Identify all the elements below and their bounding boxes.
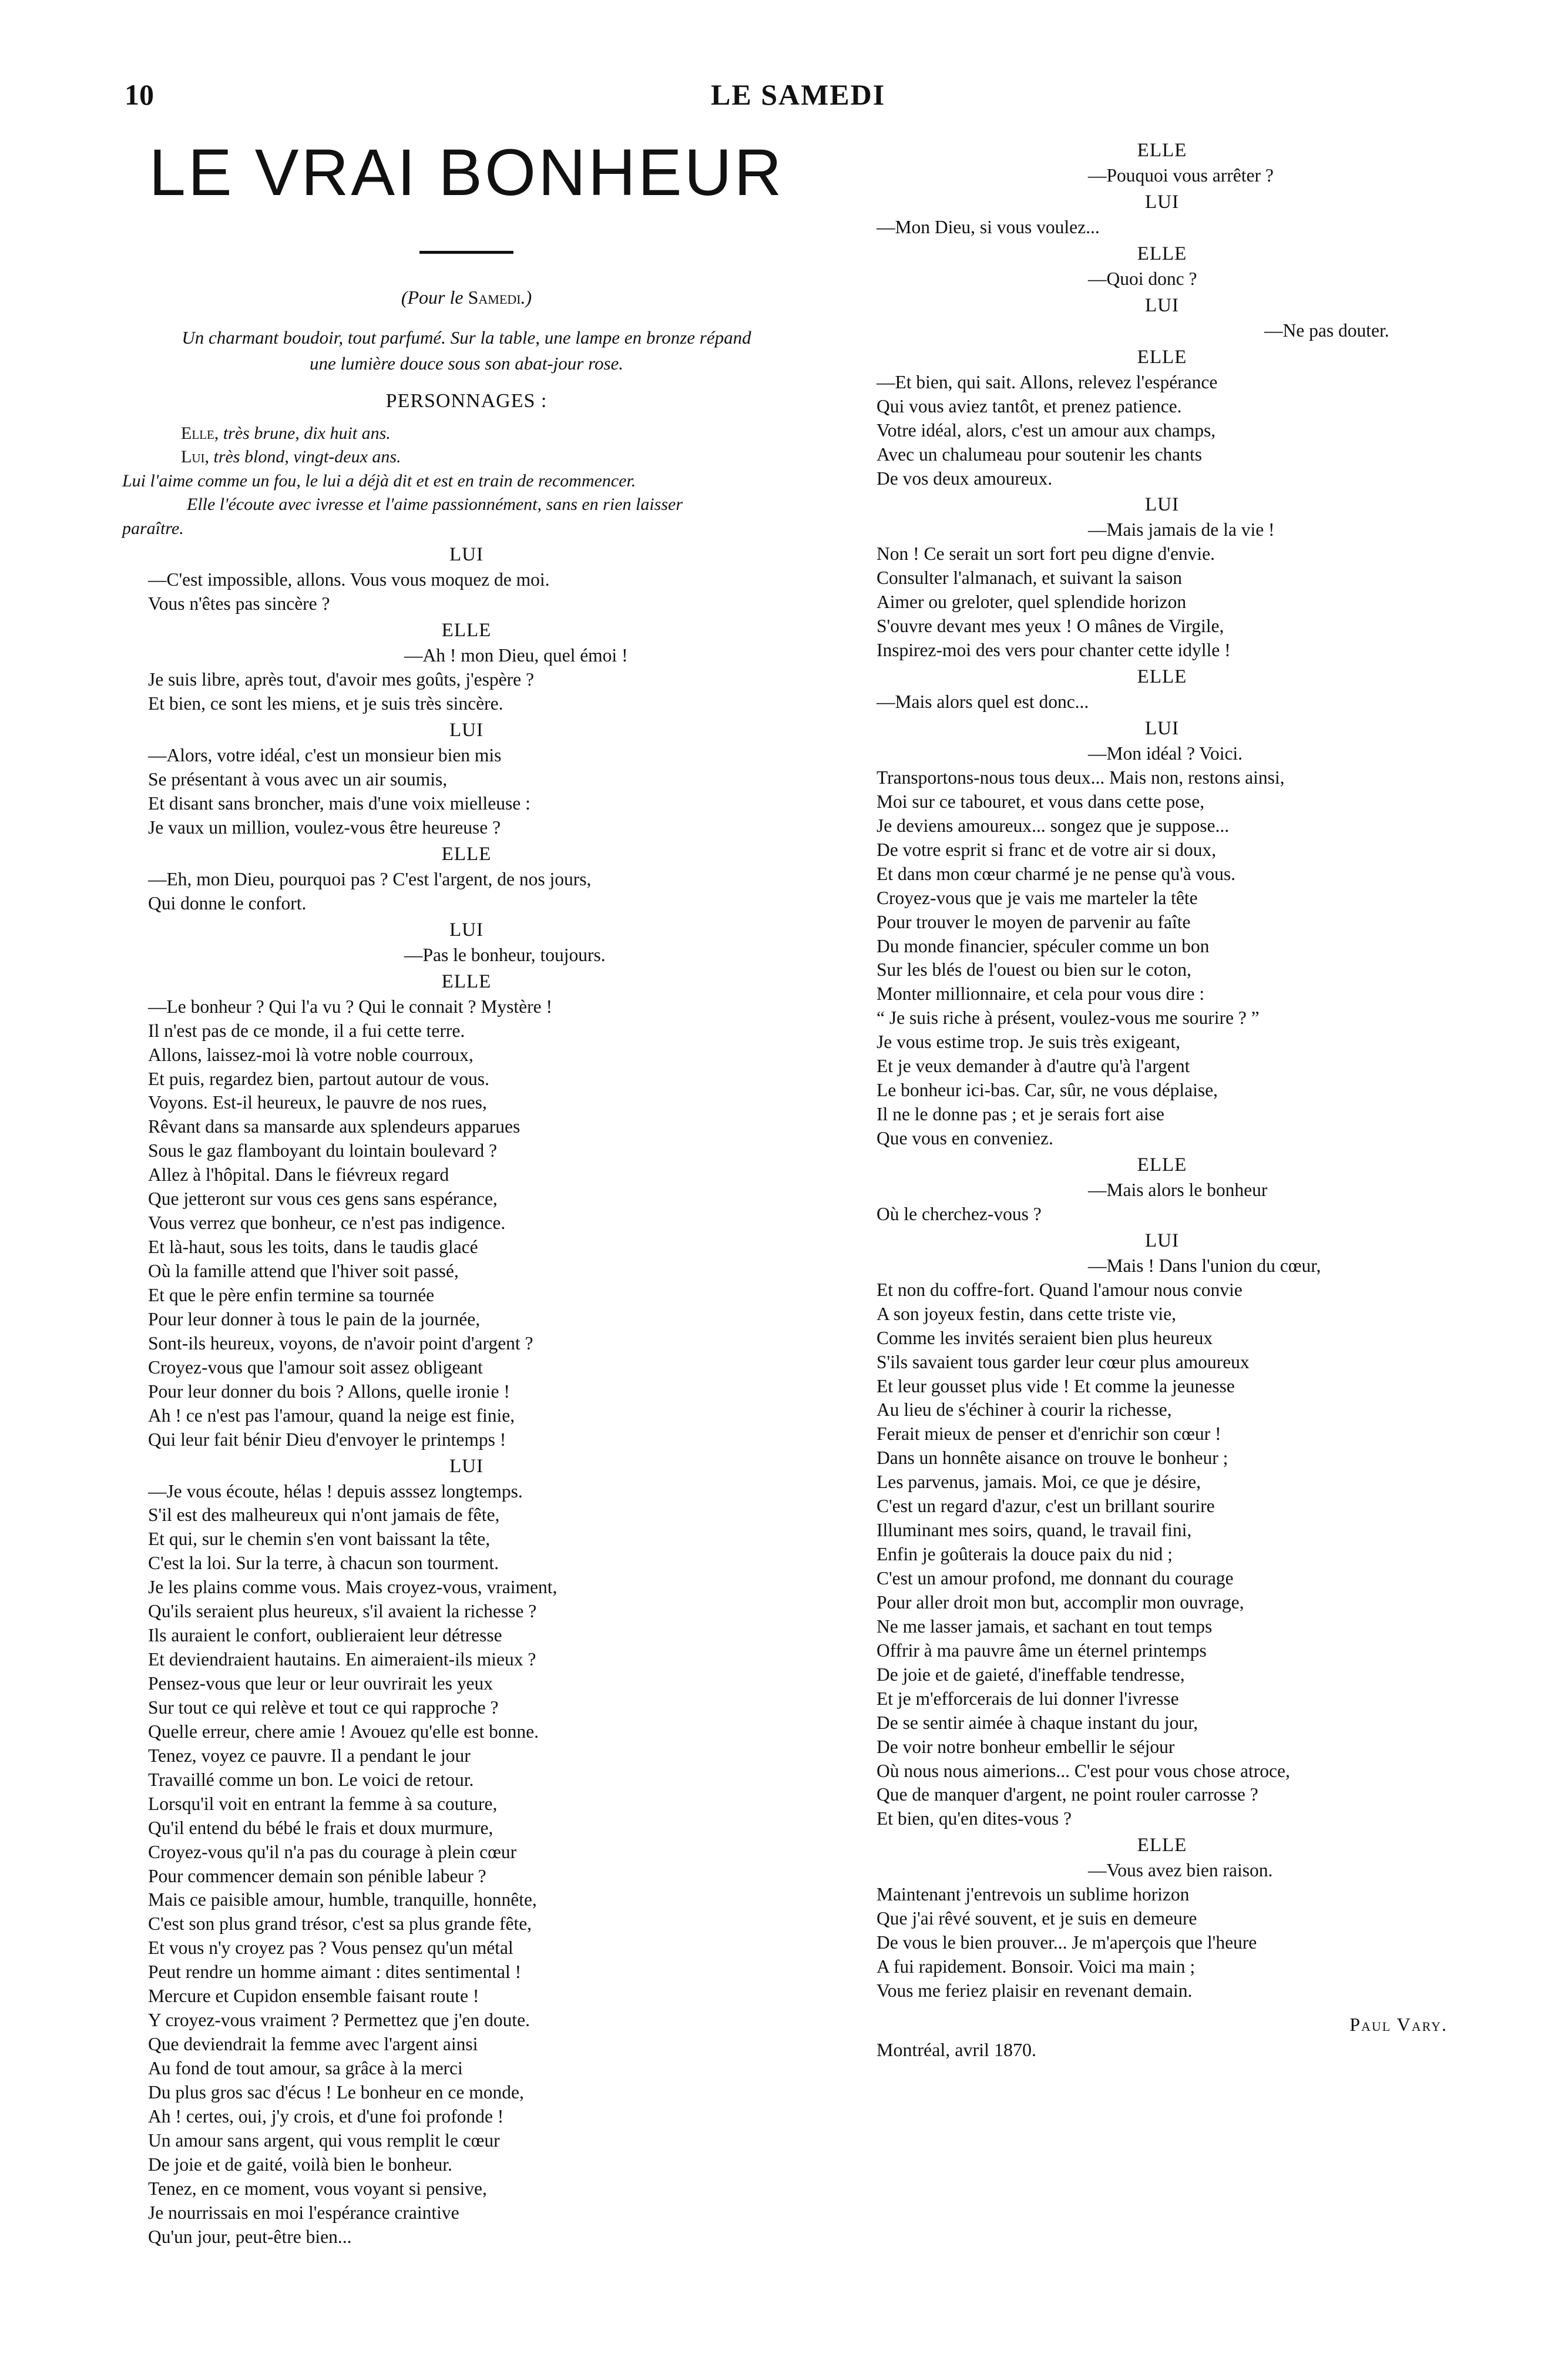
cast-heading: PERSONNAGES : xyxy=(385,389,548,412)
cast-list xyxy=(122,422,811,541)
verse-line: Je deviens amoureux... songez que je suppose... xyxy=(877,815,1230,836)
speaker-lui: LUI xyxy=(449,720,484,741)
verse-line: Le bonheur ici-bas. Car, sûr, ne vous déplaise, xyxy=(877,1080,1218,1101)
verse-block xyxy=(122,1480,811,2249)
verse-line: Pour aller droit mon but, accomplir mon ouvrage, xyxy=(877,1591,1244,1613)
right-column xyxy=(877,136,1448,2061)
verse-line: De vos deux amoureux. xyxy=(877,468,1053,489)
verse-line: Rêvant dans sa mansarde aux splendeurs apparues xyxy=(148,1116,521,1137)
speaker-elle: ELLE xyxy=(1137,1835,1187,1856)
verse-line: Que j'ai rêvé souvent, et je suis en demeure xyxy=(877,1908,1197,1929)
verse-line: Et vous n'y croyez pas ? Vous pensez qu'un métal xyxy=(148,1937,513,1959)
verse-line: Vous n'êtes pas sincère ? xyxy=(148,593,330,614)
verse-line: Et disant sans broncher, mais d'une voix mielleuse : xyxy=(148,793,530,814)
verse-line: Je suis libre, après tout, d'avoir mes goûts, j'espère ? xyxy=(148,669,534,690)
verse-line: —Eh, mon Dieu, pourquoi pas ? C'est l'argent, de nos jours, xyxy=(148,868,592,889)
stage-setting: Un charmant boudoir, tout parfumé. Sur la table, une lampe en bronze répand une lumière douce sous son abat-jour rose. xyxy=(182,327,751,374)
verse-line: Pour leur donner à tous le pain de la journée, xyxy=(148,1308,481,1329)
verse-line: A son joyeux festin, dans cette triste vie, xyxy=(877,1303,1177,1324)
verse-line: Au fond de tout amour, sa grâce à la merci xyxy=(148,2058,463,2079)
verse-line: Et je veux demander à d'autre qu'à l'argent xyxy=(877,1056,1190,1077)
verse-line: —Mon Dieu, si vous voulez... xyxy=(877,216,1100,237)
title-rule xyxy=(419,251,513,254)
verse-line: Transportons-nous tous deux... Mais non, restons ainsi, xyxy=(877,767,1285,788)
verse-line: Croyez-vous que je vais me marteler la tête xyxy=(877,887,1198,908)
verse-line: Avec un chalumeau pour soutenir les chants xyxy=(877,444,1202,465)
verse-line: Quelle erreur, chere amie ! Avouez qu'elle est bonne. xyxy=(148,1721,539,1742)
verse-line: Et je m'efforcerais de lui donner l'ivresse xyxy=(877,1688,1179,1709)
verse-line: Lorsqu'il voit en entrant la femme à sa couture, xyxy=(148,1793,498,1814)
journal-title: LE SAMEDI xyxy=(711,78,886,111)
verse-line: Peut rendre un homme aimant : dites sentimental ! xyxy=(148,1962,522,1983)
verse-line: Pensez-vous que leur or leur ouvrirait les yeux xyxy=(148,1673,493,1694)
verse-line: Et dans mon cœur charmé je ne pense qu'à vous. xyxy=(877,863,1235,884)
cast-note: Lui l'aime comme un fou, le lui a déjà dit et est en train de recommencer. xyxy=(122,471,636,491)
verse-line: —Quoi donc ? xyxy=(1088,268,1197,289)
verse-line: Où le cherchez-vous ? xyxy=(877,1203,1042,1224)
verse-line: —Le bonheur ? Qui l'a vu ? Qui le connait ? Mystère ! xyxy=(148,996,552,1017)
verse-line: Vous me feriez plaisir en revenant demain. xyxy=(877,1980,1193,2001)
verse-line: De vous le bien prouver... Je m'aperçois que l'heure xyxy=(877,1932,1257,1953)
verse-line: C'est un regard d'azur, c'est un brillant sourire xyxy=(877,1496,1215,1517)
verse-block xyxy=(122,995,811,1452)
verse-line: Que jetteront sur vous ces gens sans espérance, xyxy=(148,1188,498,1210)
speaker-elle: ELLE xyxy=(1137,140,1187,161)
verse-line: —Mais alors le bonheur xyxy=(1088,1179,1268,1200)
dateline: Montréal, avril 1870. xyxy=(877,2038,1036,2060)
verse-line: Et puis, regardez bien, partout autour de vous. xyxy=(148,1068,489,1089)
speaker-lui: LUI xyxy=(1145,1230,1179,1251)
verse-line: Et leur gousset plus vide ! Et comme la jeunesse xyxy=(877,1375,1235,1396)
verse-line: Consulter l'almanach, et suivant la saison xyxy=(877,567,1183,589)
verse-line: Qui vous aviez tantôt, et prenez patience. xyxy=(877,395,1182,417)
verse-line: De joie et de gaieté, d'ineffable tendresse, xyxy=(877,1664,1185,1685)
verse-line: —Ne pas douter. xyxy=(1264,320,1389,341)
subtitle: (Pour le Samedi.) xyxy=(401,287,532,308)
verse-line: C'est son plus grand trésor, c'est sa plus grande fête, xyxy=(148,1913,532,1935)
verse-line: Qu'un jour, peut-être bien... xyxy=(148,2226,352,2247)
verse-line: Pour trouver le moyen de parvenir au faîte xyxy=(877,911,1191,932)
verse-line: C'est la loi. Sur la terre, à chacun son tourment. xyxy=(148,1553,499,1574)
verse-line: Et non du coffre-fort. Quand l'amour nous convie xyxy=(877,1279,1243,1300)
speaker-lui: LUI xyxy=(1145,191,1179,213)
cast-note: Elle l'écoute avec ivresse et l'aime passionnément, sans en rien laisser xyxy=(187,495,683,515)
verse-line: Où la famille attend que l'hiver soit passé, xyxy=(148,1261,459,1282)
verse-line: Non ! Ce serait un sort fort peu digne d'envie. xyxy=(877,543,1216,565)
verse-line: Voyons. Est-il heureux, le pauvre de nos rues, xyxy=(148,1092,487,1113)
verse-line: De voir notre bonheur embellir le séjour xyxy=(877,1736,1175,1757)
speaker-elle: ELLE xyxy=(441,620,492,642)
verse-line: Du plus gros sac d'écus ! Le bonheur en ce monde, xyxy=(148,2081,524,2103)
verse-line: S'ils savaient tous garder leur cœur plus amoureux xyxy=(877,1351,1250,1372)
poem-title: LE VRAI BONHEUR xyxy=(149,136,784,209)
verse-line: De votre esprit si franc et de votre air si doux, xyxy=(877,839,1217,860)
verse-line: Comme les invités seraient bien plus heureux xyxy=(877,1327,1213,1348)
speaker-elle: ELLE xyxy=(1137,1154,1187,1176)
verse-line: —Ah ! mon Dieu, quel émoi ! xyxy=(404,645,628,666)
verse-line: Et là-haut, sous les toits, dans le taudis glacé xyxy=(148,1237,478,1258)
verse-block xyxy=(877,371,1448,491)
cast-note: paraître. xyxy=(122,518,184,538)
verse-block xyxy=(877,1883,1448,2003)
page-number: 10 xyxy=(125,78,154,111)
verse-block xyxy=(877,542,1448,663)
speaker-lui: LUI xyxy=(449,544,484,566)
verse-line: Tenez, voyez ce pauvre. Il a pendant le jour xyxy=(148,1745,471,1766)
verse-line: Sur tout ce qui relève et tout ce qui rapproche ? xyxy=(148,1697,499,1718)
verse-line: Du monde financier, spéculer comme un bon xyxy=(877,935,1210,956)
verse-line: Les parvenus, jamais. Moi, ce que je désire, xyxy=(877,1472,1201,1493)
verse-line: Vous verrez que bonheur, ce n'est pas indigence. xyxy=(148,1213,506,1234)
verse-line: De se sentir aimée à chaque instant du jour, xyxy=(877,1712,1198,1733)
speaker-elle: ELLE xyxy=(1137,346,1187,368)
verse-line: De joie et de gaité, voilà bien le bonheur. xyxy=(148,2154,452,2175)
verse-block xyxy=(877,766,1448,1151)
verse-line: Se présentant à vous avec un air soumis, xyxy=(148,769,448,790)
verse-line: Il ne le donne pas ; et je serais fort aise xyxy=(877,1104,1164,1125)
verse-line: Et bien, ce sont les miens, et je suis très sincère. xyxy=(148,693,503,714)
verse-line: S'ouvre devant mes yeux ! O mânes de Virgile, xyxy=(877,616,1224,637)
speaker-lui: LUI xyxy=(449,1455,484,1477)
verse-line: Votre idéal, alors, c'est un amour aux champs, xyxy=(877,419,1216,441)
verse-line: Mais ce paisible amour, humble, tranquille, honnête, xyxy=(148,1889,537,1910)
verse-line: Tenez, en ce moment, vous voyant si pensive, xyxy=(148,2178,487,2199)
verse-line: Sont-ils heureux, voyons, de n'avoir point d'argent ? xyxy=(148,1332,533,1354)
left-column xyxy=(122,136,811,2249)
verse-line: Croyez-vous qu'il n'a pas du courage à plein cœur xyxy=(148,1841,517,1862)
verse-line: Pour commencer demain son pénible labeur ? xyxy=(148,1865,486,1886)
verse-line: Allons, laissez-moi là votre noble courroux, xyxy=(148,1044,474,1065)
verse-line: Sous le gaz flamboyant du lointain boulevard ? xyxy=(148,1140,497,1161)
verse-line: Je vous estime trop. Je suis très exigeant, xyxy=(877,1032,1181,1053)
verse-line: Maintenant j'entrevois un sublime horizon xyxy=(877,1884,1190,1905)
verse-line: Que deviendrait la femme avec l'argent ainsi xyxy=(148,2034,478,2055)
verse-line: C'est un amour profond, me donnant du courage xyxy=(877,1568,1234,1588)
verse-line: Je nourrissais en moi l'espérance craintive xyxy=(148,2202,459,2223)
verse-line: Ah ! ce n'est pas l'amour, quand la neige est finie, xyxy=(148,1405,515,1426)
verse-line: Enfin je goûterais la douce paix du nid ; xyxy=(877,1544,1173,1565)
verse-line: Ferait mieux de penser et d'enrichir son cœur ! xyxy=(877,1423,1221,1445)
verse-line: Monter millionnaire, et cela pour vous dire : xyxy=(877,983,1205,1005)
verse-line: Qu'il entend du bébé le frais et doux murmure, xyxy=(148,1817,493,1838)
verse-line: Où nous nous aimerions... C'est pour vous chose atroce, xyxy=(877,1760,1290,1781)
verse-line: —Vous avez bien raison. xyxy=(1088,1860,1273,1881)
verse-line: —Mais alors quel est donc... xyxy=(877,691,1089,713)
verse-line: Allez à l'hôpital. Dans le fiévreux regard xyxy=(148,1164,449,1185)
verse-line: Ah ! certes, oui, j'y crois, et d'une foi profonde ! xyxy=(148,2105,504,2127)
verse-line: —Mais jamais de la vie ! xyxy=(1088,519,1275,540)
verse-line: Ne me lasser jamais, et sachant en tout temps xyxy=(877,1616,1213,1637)
speaker-elle: ELLE xyxy=(1137,243,1187,264)
verse-line: Qu'ils seraient plus heureux, s'il avaient la richesse ? xyxy=(148,1601,537,1622)
speaker-elle: ELLE xyxy=(1137,666,1187,688)
verse-line: Je vaux un million, voulez-vous être heureuse ? xyxy=(148,817,501,838)
verse-line: Et qui, sur le chemin s'en vont baissant la tête, xyxy=(148,1529,491,1550)
verse-line: Je les plains comme vous. Mais croyez-vous, vraiment, xyxy=(148,1577,558,1598)
verse-line: Inspirez-moi des vers pour chanter cette idylle ! xyxy=(877,640,1231,661)
verse-line: S'il est des malheureux qui n'ont jamais de fête, xyxy=(148,1504,500,1526)
speaker-lui: LUI xyxy=(1145,718,1179,739)
speaker-elle: ELLE xyxy=(441,843,492,865)
verse-line: —Et bien, qui sait. Allons, relevez l'espérance xyxy=(877,371,1218,392)
verse-line: Qui leur fait bénir Dieu d'envoyer le printemps ! xyxy=(148,1429,506,1450)
verse-line: —Pouquoi vous arrêter ? xyxy=(1088,165,1274,186)
verse-line: Moi sur ce tabouret, et vous dans cette pose, xyxy=(877,791,1205,812)
cast-entry: Elle, très brune, dix huit ans. xyxy=(181,423,391,443)
verse-line: —Alors, votre idéal, c'est un monsieur bien mis xyxy=(148,745,502,766)
verse-line: Au lieu de s'échiner à courir la richesse, xyxy=(877,1399,1172,1420)
verse-line: —Mon idéal ? Voici. xyxy=(1088,743,1243,764)
verse-line: Pour leur donner du bois ? Allons, quelle ironie ! xyxy=(148,1381,510,1402)
speaker-lui: LUI xyxy=(449,919,484,941)
verse-line: Qui donne le confort. xyxy=(148,892,307,913)
verse-line: —Je vous écoute, hélas ! depuis asssez longtemps. xyxy=(148,1480,523,1502)
verse-line: Ils auraient le confort, oublieraient leur détresse xyxy=(148,1625,502,1646)
verse-line: Que vous en conveniez. xyxy=(877,1128,1053,1148)
speaker-lui: LUI xyxy=(1145,494,1179,516)
verse-line: —C'est impossible, allons. Vous vous moquez de moi. xyxy=(148,569,550,590)
verse-line: Illuminant mes soirs, quand, le travail fini, xyxy=(877,1520,1192,1541)
speaker-lui: LUI xyxy=(1145,294,1179,316)
speaker-elle: ELLE xyxy=(441,970,492,992)
verse-line: Il n'est pas de ce monde, il a fui cette terre. xyxy=(148,1020,465,1041)
author-signature: Paul Vary. xyxy=(1349,2013,1448,2035)
verse-line: Aimer ou greloter, quel splendide horizon xyxy=(877,592,1187,613)
cast-entry: Lui, très blond, vingt-deux ans. xyxy=(181,447,401,467)
verse-line: Croyez-vous que l'amour soit assez obligeant xyxy=(148,1356,483,1378)
verse-line: A fui rapidement. Bonsoir. Voici ma main ; xyxy=(877,1956,1196,1977)
verse-line: —Pas le bonheur, toujours. xyxy=(404,944,606,965)
verse-line: Un amour sans argent, qui vous remplit le cœur xyxy=(148,2130,500,2151)
verse-line: Et bien, qu'en dites-vous ? xyxy=(877,1808,1072,1829)
verse-line: “ Je suis riche à présent, voulez-vous me sourire ? ” xyxy=(877,1007,1260,1029)
verse-line: Travaillé comme un bon. Le voici de retour. xyxy=(148,1769,474,1790)
verse-line: Que de manquer d'argent, ne point rouler carrosse ? xyxy=(877,1784,1258,1805)
verse-block xyxy=(877,1278,1448,1832)
verse-line: Et que le père enfin termine sa tournée xyxy=(148,1284,435,1305)
verse-line: Dans un honnête aisance on trouve le bonheur ; xyxy=(877,1448,1228,1469)
verse-line: Et deviendraient hautains. En aimeraient-ils mieux ? xyxy=(148,1649,536,1670)
verse-line: Mercure et Cupidon ensemble faisant route ! xyxy=(148,1986,479,2007)
verse-line: Y croyez-vous vraiment ? Permettez que j'en doute. xyxy=(148,2010,530,2031)
verse-line: —Mais ! Dans l'union du cœur, xyxy=(1088,1255,1321,1276)
verse-line: Sur les blés de l'ouest ou bien sur le coton, xyxy=(877,959,1191,980)
verse-line: Offrir à ma pauvre âme un éternel printemps xyxy=(877,1640,1207,1661)
